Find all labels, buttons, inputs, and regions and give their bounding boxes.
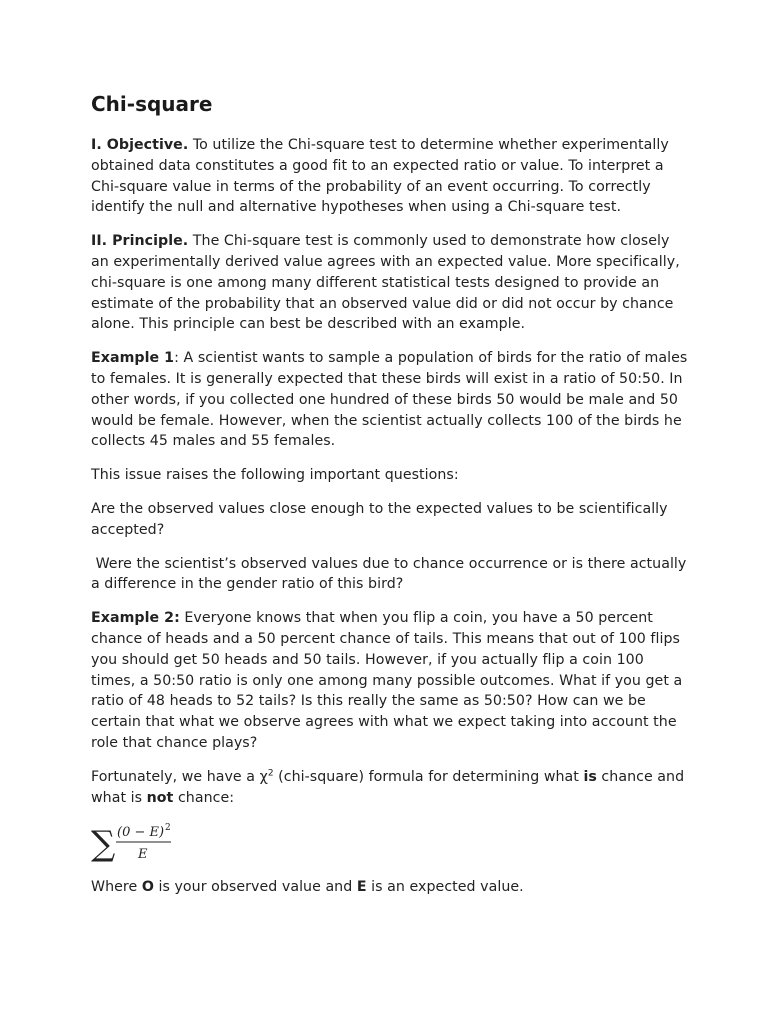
objective-heading: I. Objective. <box>91 137 189 153</box>
chi-superscript: 2 <box>267 767 274 778</box>
sigma-symbol: ∑ <box>91 824 116 865</box>
example2-text: Everyone knows that when you flip a coin, you have a 50 percent chance of heads and a 50 percent chance of tails. This means that out of 100 flips you should get 50 heads and 50 tails. However, if you actually flip a coin 100 times, a 50:50 ratio is only one among many possible outcomes. What if you get a ratio of 48 heads to 52 tails? Is this really the same as 50:50? How can we be certain that what we observe agrees with what we expect taking into account the role that chance plays? <box>91 610 683 751</box>
objective-paragraph <box>91 135 691 218</box>
document-page <box>91 90 691 911</box>
fortunately-bold-is: is <box>583 768 597 785</box>
fortunately-text-2: (chi-square) formula for determining what <box>273 768 584 785</box>
fortunately-text-4: chance: <box>173 789 235 806</box>
principle-heading: II. Principle. <box>91 233 189 250</box>
formula-numerator: (0 − E) <box>117 825 165 841</box>
where-paragraph <box>91 877 691 898</box>
fortunately-paragraph <box>91 767 691 809</box>
where-text-3: is an expected value. <box>366 879 524 896</box>
example1-heading: Example 1 <box>91 350 175 367</box>
where-text-1: Where <box>91 879 142 896</box>
issue-paragraph: This issue raises the following important questions: <box>91 467 459 484</box>
formula-svg <box>91 821 201 867</box>
example1-paragraph <box>91 348 691 452</box>
where-bold-e: E <box>356 879 367 896</box>
formula-denominator: E <box>138 847 148 863</box>
page-title: Chi-square <box>91 92 213 116</box>
chi-square-formula <box>91 821 691 867</box>
example2-paragraph <box>91 608 691 754</box>
fortunately-bold-not: not <box>146 789 174 806</box>
formula-exponent: 2 <box>165 823 171 834</box>
where-text-2: is your observed value and <box>153 879 357 896</box>
principle-paragraph <box>91 231 691 335</box>
example1-text: : A scientist wants to sample a population of birds for the ratio of males to females. It is generally expected that these birds will exist in a ratio of 50:50. In other words, if you collected one hundred of these birds 50 would be male and 50 would be female. However, when the scientist actually collects 100 of the birds he collects 45 males and 55 females. <box>91 350 688 450</box>
example2-heading: Example 2: <box>91 610 180 627</box>
where-bold-o: O <box>141 879 154 896</box>
principle-text: The Chi-square test is commonly used to demonstrate how closely an experimentally derived value agrees with an expected value. More specifically, chi-square is one among many different statistical tests designed to provide an estimate of the probability that an observed value did or did not occur by chance alone. This principle can best be described with an example. <box>91 233 680 333</box>
question1-paragraph: Are the observed values close enough to the expected values to be scientifically accepted? <box>91 500 668 538</box>
objective-text: To utilize the Chi-square test to determine whether experimentally obtained data constitutes a good fit to an expected ratio or value. To interpret a Chi-square value in terms of the probability of an event occurring. To correctly identify the null and alternative hypotheses when using a Chi-square test. <box>91 137 669 216</box>
fortunately-text-3: chance and what is <box>91 768 685 806</box>
fortunately-text-1: Fortunately, we have a χ <box>91 768 268 785</box>
question2-paragraph: Were the scientist’s observed values due to chance occurrence or is there actually a difference in the gender ratio of this bird? <box>91 555 691 593</box>
